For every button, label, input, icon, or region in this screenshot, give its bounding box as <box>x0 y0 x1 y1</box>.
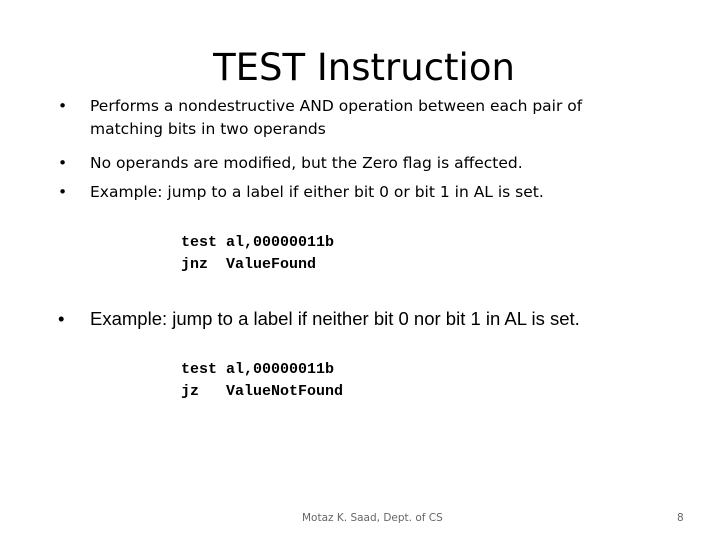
bullet-item-1 <box>58 95 658 141</box>
bullet-text: No operands are modified, but the Zero flag is affected. <box>90 154 523 172</box>
code-line: jz ValueNotFound <box>181 383 344 400</box>
slide-title: TEST Instruction <box>213 46 515 89</box>
bullet-item-2 <box>58 152 658 175</box>
code-line: jnz ValueFound <box>181 256 317 273</box>
bullet-item-3 <box>58 181 658 204</box>
code-line: test al,00000011b <box>181 234 335 251</box>
page-number: 8 <box>677 512 684 524</box>
bullet-item-4 <box>58 307 658 331</box>
bullet-symbol: • <box>58 154 68 172</box>
bullet-text: Example: jump to a label if either bit 0 or bit 1 in AL is set. <box>90 183 544 201</box>
footer-author: Motaz K. Saad, Dept. of CS <box>302 512 443 524</box>
bullet-symbol: • <box>58 97 68 115</box>
bullet-text: Performs a nondestructive AND operation between each pair of matching bits in two operands <box>90 97 583 138</box>
code-line: test al,00000011b <box>181 361 335 378</box>
bullet-symbol: • <box>58 308 65 329</box>
bullet-symbol: • <box>58 183 68 201</box>
bullet-text: Example: jump to a label if neither bit 0 nor bit 1 in AL is set. <box>90 308 580 329</box>
